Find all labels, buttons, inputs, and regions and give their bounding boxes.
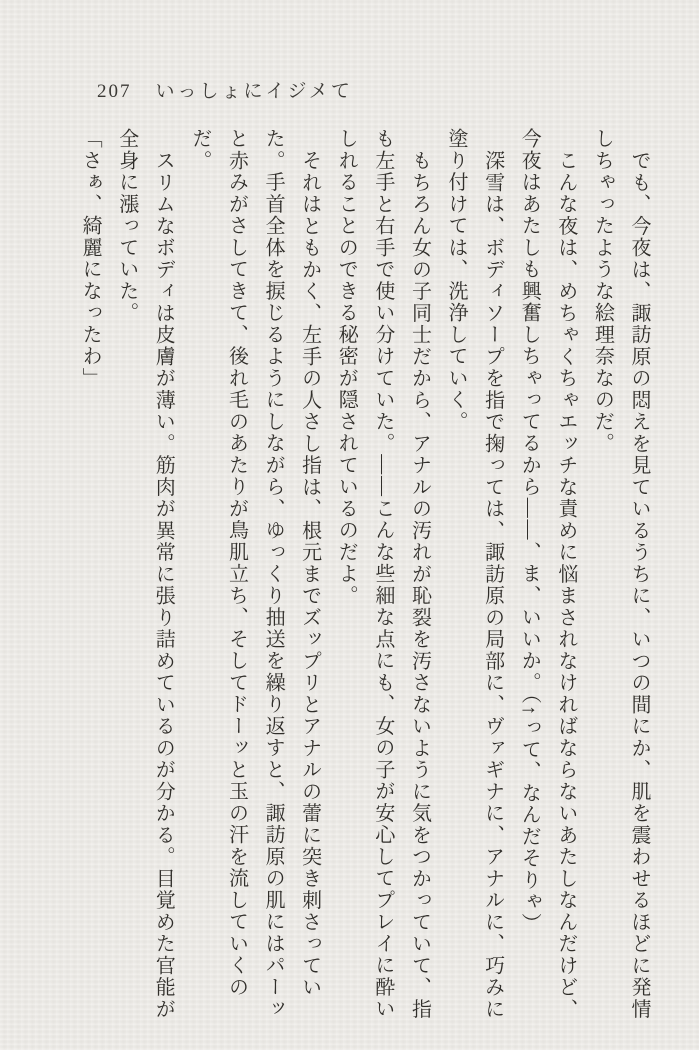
paragraph: こんな夜は、めちゃくちゃエッチな責めに悩まされなければならないあたしなんだけど、今夜はあたしも興奮しちゃってるから――、ま、いいか。（↑って、なんだそりゃ） (518, 128, 577, 1020)
page-header (97, 76, 353, 103)
main-text (72, 128, 658, 1020)
paragraph: もちろん女の子同士だから、アナルの汚れが恥裂を汚さないように気をつかっていて、指も左手と右手で使い分けていた。――こんな些細な点にも、女の子が安心してプレイに酔いしれることのできる秘密が隠されているのだよ。 (335, 128, 431, 1020)
paragraph-quote: 「さぁ、綺麗になったわ」 (79, 128, 102, 389)
paragraph: でも、今夜は、諏訪原の悶えを見ているうちに、いつの間にか、肌を震わせるほどに発情しちゃったような絵理奈なのだ。 (591, 128, 650, 1020)
paragraph: 深雪は、ボディソープを指で掬っては、諏訪原の局部に、ヴァギナに、アナルに、巧みに塗り付けては、洗浄していく。 (445, 128, 504, 1020)
paragraph: それはともかく、左手の人さし指は、根元までズップリとアナルの蕾に突き刺さっていた。手首全体を捩じるようにしながら、ゆっくり抽送を繰り返すと、諏訪原の肌にはパーッと赤みがさしてきて、後れ毛のあたりが鳥肌立ち、そしてドーッと玉の汗を流していくのだ。 (188, 128, 321, 1020)
paragraph: スリムなボディは皮膚が薄い。筋肉が異常に張り詰めているのが分かる。目覚めた官能が全身に漲っていた。 (115, 128, 175, 1020)
page-number: 207 (97, 81, 132, 102)
running-title: いっしょにイジメて (155, 81, 353, 102)
